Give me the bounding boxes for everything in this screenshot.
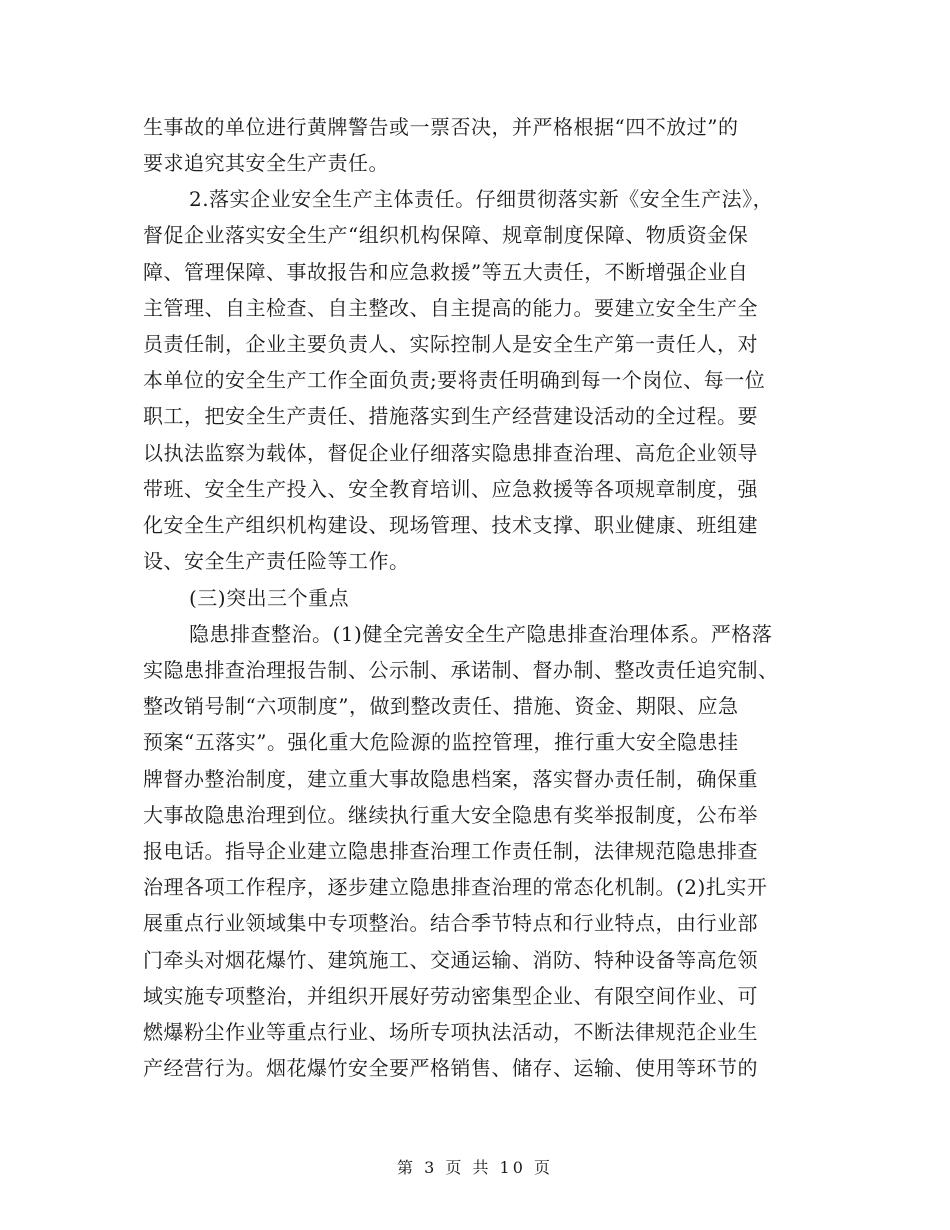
body-line: 整改销号制“六项制度”，做到整改责任、措施、资金、期限、应急 bbox=[143, 694, 739, 718]
body-line: 2.落实企业安全生产主体责任。仔细贯彻落实新《安全生产法》， bbox=[189, 187, 774, 211]
body-line: 主管理、自主检查、自主整改、自主提高的能力。要建立安全生产全 bbox=[143, 296, 758, 320]
body-line: 治理各项工作程序，逐步建立隐患排查治理的常态化机制。(2)扎实开 bbox=[143, 875, 768, 899]
section-heading: (三)突出三个重点 bbox=[189, 586, 350, 610]
page-number-footer: 第 3 页 共 10 页 bbox=[397, 1158, 553, 1177]
body-line: 实隐患排查治理报告制、公示制、承诺制、督办制、整改责任追究制、 bbox=[143, 658, 779, 682]
body-line: 以执法监察为载体，督促企业仔细落实隐患排查治理、高危企业领导 bbox=[143, 441, 758, 465]
body-line: 设、安全生产责任险等工作。 bbox=[143, 549, 410, 573]
body-line: 带班、安全生产投入、安全教育培训、应急救援等各项规章制度，强 bbox=[143, 477, 758, 501]
body-line: 员责任制，企业主要负责人、实际控制人是安全生产第一责任人，对 bbox=[143, 332, 758, 356]
body-line: 产经营行为。烟花爆竹安全要严格销售、储存、运输、使用等环节的 bbox=[143, 1056, 758, 1080]
body-line: 大事故隐患治理到位。继续执行重大安全隐患有奖举报制度，公布举 bbox=[143, 803, 758, 827]
body-line: 域实施专项整治，并组织开展好劳动密集型企业、有限空间作业、可 bbox=[143, 984, 758, 1008]
body-line: 本单位的安全生产工作全面负责;要将责任明确到每一个岗位、每一位 bbox=[143, 368, 766, 392]
body-line: 燃爆粉尘作业等重点行业、场所专项执法活动，不断法律规范企业生 bbox=[143, 1020, 758, 1044]
body-line: 报电话。指导企业建立隐患排查治理工作责任制，法律规范隐患排查 bbox=[143, 839, 758, 863]
body-line: 督促企业落实安全生产“组织机构保障、规章制度保障、物质资金保 bbox=[143, 223, 749, 247]
body-line: 隐患排查整治。(1)健全完善安全生产隐患排查治理体系。严格落 bbox=[189, 622, 773, 646]
body-line: 化安全生产组织机构建设、现场管理、技术支撑、职业健康、班组建 bbox=[143, 513, 758, 537]
body-line: 预案“五落实”。强化重大危险源的监控管理，推行重大安全隐患挂 bbox=[143, 730, 739, 754]
body-line: 牌督办整治制度，建立重大事故隐患档案，落实督办责任制，确保重 bbox=[143, 767, 758, 791]
body-line: 障、管理保障、事故报告和应急救援”等五大责任，不断增强企业自 bbox=[143, 260, 749, 284]
body-line: 生事故的单位进行黄牌警告或一票否决，并严格根据“四不放过”的 bbox=[143, 115, 739, 139]
body-line: 展重点行业领域集中专项整治。结合季节特点和行业特点，由行业部 bbox=[143, 911, 758, 935]
body-line: 职工，把安全生产责任、措施落实到生产经营建设活动的全过程。要 bbox=[143, 404, 758, 428]
body-line: 门牵头对烟花爆竹、建筑施工、交通运输、消防、特种设备等高危领 bbox=[143, 948, 758, 972]
body-line: 要求追究其安全生产责任。 bbox=[143, 151, 389, 175]
